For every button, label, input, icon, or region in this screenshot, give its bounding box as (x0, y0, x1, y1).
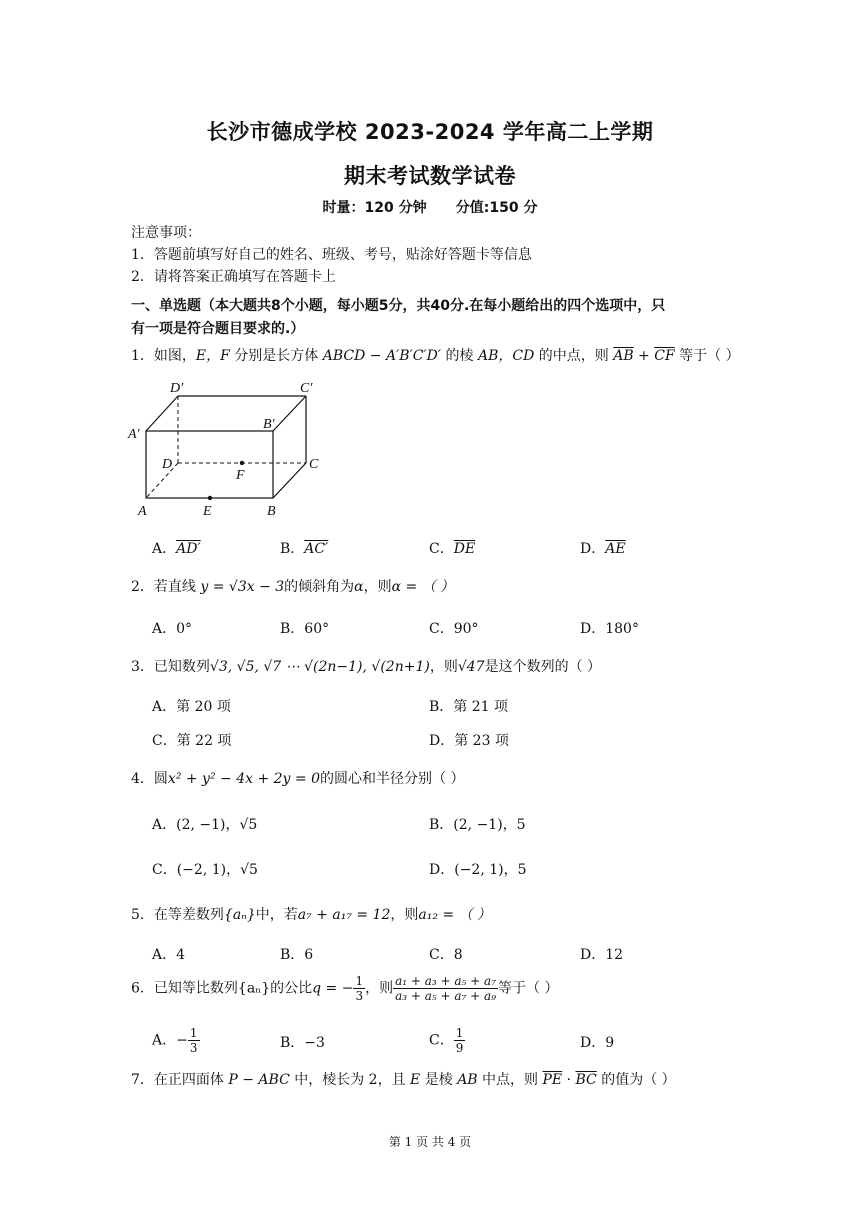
exam-title-line1: 长沙市德成学校 2023-2024 学年高二上学期 (206, 120, 654, 144)
exam-title-line2: 期末考试数学试卷 (344, 164, 516, 188)
q2-option-b: B．60° (280, 621, 330, 637)
q6-option-b: B．−3 (280, 1035, 325, 1051)
note-item-2: 2．请将答案正确填写在答题卡上 (131, 269, 336, 285)
question-5: 5．在等差数列{aₙ}中，若a₇ + a₁₇ = 12，则a₁₂ = （ ） (131, 907, 492, 923)
q1-option-d: D．$\overline{AE}$ (580, 541, 626, 557)
question-6: 6．已知等比数列{aₙ}的公比q = − $\frac{1}{3}$ ，则 $\frac{\text{a₁ + a₃ + a₅ + a₇}}{\text{a₃ + a₅ + a₇ + a₉}}$ 等于（ ） (131, 974, 559, 1003)
q4-option-c: C．(−2, 1)，√5 (152, 862, 258, 878)
label-aprime: A′ (128, 427, 140, 442)
q3-option-b: B．第 21 项 (429, 699, 509, 715)
label-cprime: C′ (300, 381, 313, 396)
q3-option-a: A．第 20 项 (152, 699, 231, 715)
label-dprime: D′ (170, 381, 184, 396)
q5-option-b: B．6 (280, 947, 314, 963)
q3-option-c: C．第 22 项 (152, 733, 232, 749)
q1-option-a: A．AD′ (152, 541, 201, 557)
q2-option-d: D．180° (580, 621, 639, 637)
label-f: F (236, 468, 245, 483)
q5-option-c: C．8 (429, 947, 463, 963)
q1-option-c: C．$\overline{DE}$ (429, 541, 476, 557)
q2-option-c: C．90° (429, 621, 479, 637)
question-1: 1．如图，E，F 分别是长方体 ABCD − A′B′C′D′ 的棱 AB，CD 的中点，则 $\overline{AB} + \overline{CF}$ 等于（ ） (131, 348, 740, 364)
q5-option-d: D．12 (580, 947, 624, 963)
point-f (240, 461, 244, 465)
cuboid-figure (126, 376, 336, 521)
q1-option-b: B．AC′ (280, 541, 329, 557)
label-c: C (309, 457, 319, 472)
q3-option-d: D．第 23 项 (429, 733, 509, 749)
q4-option-b: B．(2, −1)，5 (429, 817, 526, 833)
page-footer: 第 1 页 共 4 页 (388, 1135, 472, 1149)
notes-heading: 注意事项： (131, 225, 201, 241)
exam-meta: 时量：120 分钟 分值:150 分 (322, 200, 538, 216)
q5-option-a: A．4 (152, 947, 186, 963)
q4-option-a: A．(2, −1)，√5 (152, 817, 258, 833)
question-4: 4．圆x² + y² − 4x + 2y = 0的圆心和半径分别（ ） (131, 771, 465, 787)
q6-option-c: C． $\frac{1}{9}$ (429, 1026, 464, 1055)
q6-option-d: D．9 (580, 1035, 615, 1051)
label-d: D (162, 457, 173, 472)
section-heading-line2: 有一项是符合题目要求的.） (131, 321, 305, 337)
label-a: A (138, 504, 147, 519)
label-bprime: B′ (263, 417, 275, 432)
question-7: 7．在正四面体 P − ABC 中，棱长为 2，且 E 是棱 AB 中点，则 $\overline{PE} \cdot \overline{BC}$ 的值为（ ） (131, 1072, 676, 1088)
label-e: E (203, 504, 212, 519)
question-2: 2．若直线 y = √3x − 3的倾斜角为α，则α = （ ） (131, 579, 455, 595)
label-b: B (267, 504, 276, 519)
point-e (208, 496, 212, 500)
q6-option-a: A．− $\frac{1}{3}$ (152, 1026, 198, 1055)
section-heading-line1: 一、单选题（本大题共8个小题，每小题5分，共40分.在每小题给出的四个选项中，只 (131, 298, 666, 314)
note-item-1: 1．答题前填写好自己的姓名、班级、考号，贴涂好答题卡等信息 (131, 247, 532, 263)
q2-option-a: A．0° (152, 621, 193, 637)
question-3: 3．已知数列√3, √5, √7 ⋯ √(2n−1), √(2n+1)，则√47是这个数列的（ ） (131, 659, 602, 675)
q4-option-d: D．(−2, 1)，5 (429, 862, 527, 878)
